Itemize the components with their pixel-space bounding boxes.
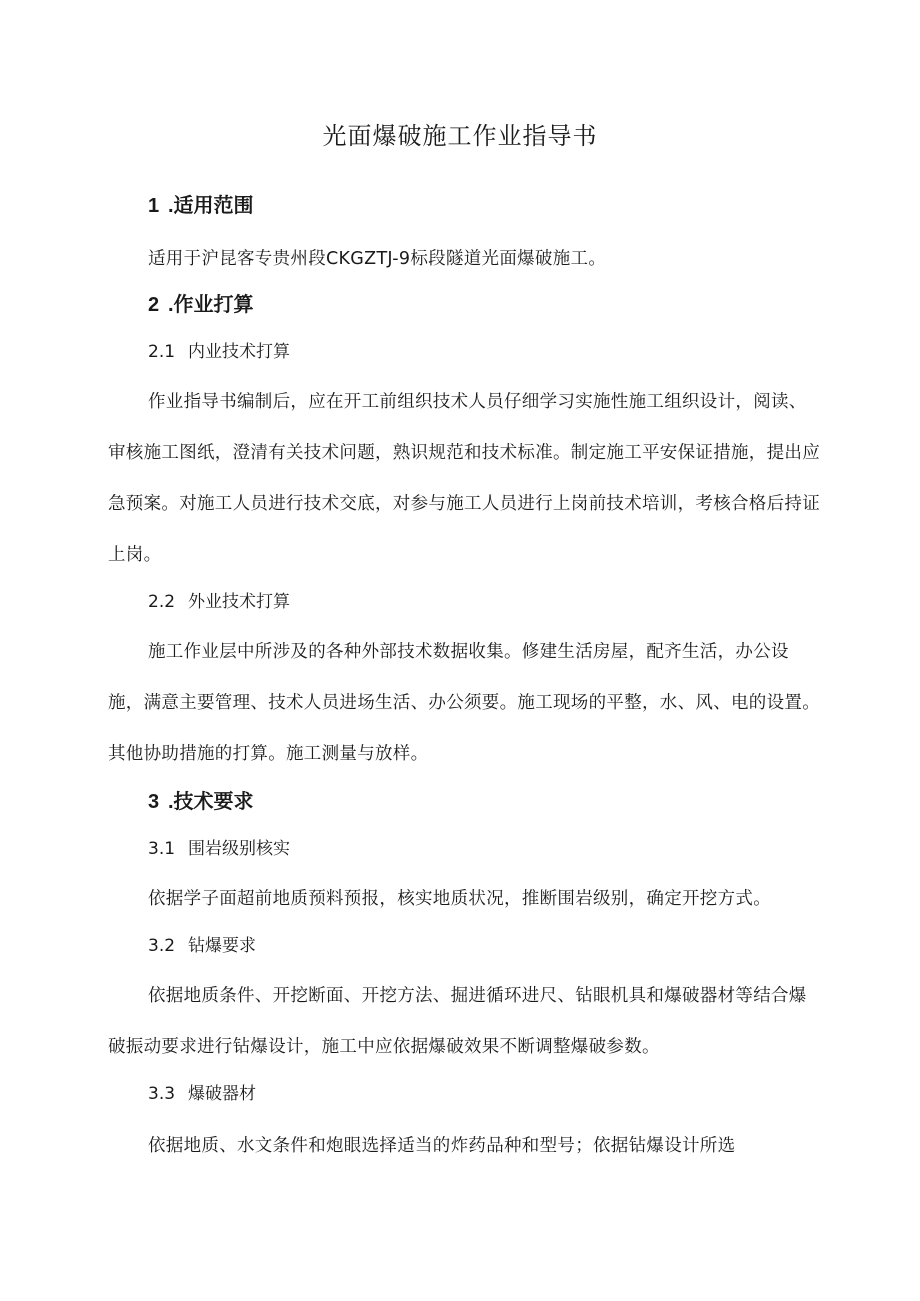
section-title: .技术要求 xyxy=(168,791,254,813)
paragraph-2-2: 施工作业层中所涉及的各种外部技术数据收集。修建生活房屋，配齐生活，办公设施，满意主要管理、技术人员进场生活、办公须要。施工现场的平整，水、风、电的设置。其他协助措施的打算。施工测量与放样。 xyxy=(108,642,820,764)
subsection-title: 围岩级别核实 xyxy=(188,839,290,859)
section-number: 2 xyxy=(148,294,160,316)
subsection-title: 外业技术打算 xyxy=(188,592,290,612)
paragraph-3-3: 依据地质、水文条件和炮眼选择适当的炸药品种和型号；依据钻爆设计所选 xyxy=(148,1136,736,1156)
paragraph-3-1: 依据学子面超前地质预料预报，核实地质状况，推断围岩级别，确定开挖方式。 xyxy=(148,889,771,909)
subsection-number: 3.3 xyxy=(148,1084,176,1104)
section-heading-3 xyxy=(148,786,820,834)
section-heading-2 xyxy=(148,289,820,337)
subsection-number: 2.1 xyxy=(148,342,176,362)
subsection-number: 3.2 xyxy=(148,936,176,956)
section-heading-1 xyxy=(148,190,820,238)
paragraph-2-1: 作业指导书编制后，应在开工前组织技术人员仔细学习实施性施工组织设计，阅读、审核施工图纸，澄清有关技术问题，熟识规范和技术标准。制定施工平安保证措施，提出应急预案。对施工人员进行技术交底，对参与施工人员进行上岗前技术培训，考核合格后持证上岗。 xyxy=(108,392,820,565)
section-number: 1 xyxy=(148,195,160,217)
paragraph-1-1: 适用于沪昆客专贵州段CKGZTJ-9标段隧道光面爆破施工。 xyxy=(148,249,607,269)
section-title: .适用范围 xyxy=(168,195,254,217)
section-title: .作业打算 xyxy=(168,294,254,316)
subsection-number: 2.2 xyxy=(148,592,176,612)
subsection-heading-3-3 xyxy=(148,1079,820,1125)
document-body xyxy=(108,190,820,1176)
section-number: 3 xyxy=(148,791,160,813)
subsection-title: 内业技术打算 xyxy=(188,342,290,362)
subsection-number: 3.1 xyxy=(148,839,176,859)
subsection-title: 爆破器材 xyxy=(188,1084,256,1104)
document-title: 光面爆破施工作业指导书 xyxy=(322,122,598,150)
subsection-title: 钻爆要求 xyxy=(188,936,256,956)
paragraph-3-2: 依据地质条件、开挖断面、开挖方法、掘进循环进尺、钻眼机具和爆破器材等结合爆破振动要求进行钻爆设计，施工中应依据爆破效果不断调整爆破参数。 xyxy=(108,986,807,1057)
